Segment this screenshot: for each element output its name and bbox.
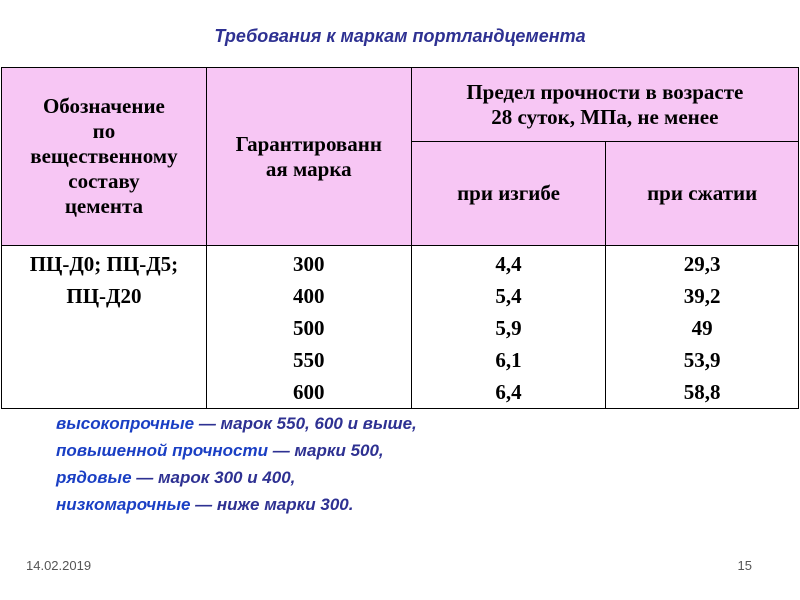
row-compression: 29,3 39,2 49 53,9 58,8 (606, 246, 799, 409)
page-number: 15 (737, 558, 752, 573)
header-bending: при изгибе (411, 142, 606, 246)
footer-date: 14.02.2019 (26, 558, 92, 573)
row-bending: 4,4 5,4 5,9 6,1 6,4 (411, 246, 606, 409)
row-designation: ПЦ-Д0; ПЦ-Д5; ПЦ-Д20 (2, 246, 207, 409)
grade-notes (56, 410, 417, 518)
note-term: низкомарочные (56, 495, 191, 514)
note-line: высокопрочные — марок 550, 600 и выше, (56, 414, 417, 433)
note-line: повышенной прочности — марки 500, (56, 441, 384, 460)
cement-grade-table (1, 67, 799, 409)
header-grade: Гарантированн ая марка (206, 68, 411, 246)
note-term: рядовые (56, 468, 132, 487)
header-designation: Обозначение по вещественному составу цемента (2, 68, 207, 246)
note-line: рядовые — марок 300 и 400, (56, 468, 296, 487)
slide-title: Требования к маркам портландцемента (214, 26, 586, 46)
row-grades: 300 400 500 550 600 (206, 246, 411, 409)
header-compression: при сжатии (606, 142, 799, 246)
note-term: повышенной прочности (56, 441, 268, 460)
note-line: низкомарочные — ниже марки 300. (56, 495, 354, 514)
header-strength: Предел прочности в возрасте 28 суток, МПа, не менее (411, 68, 798, 142)
note-term: высокопрочные (56, 414, 195, 433)
